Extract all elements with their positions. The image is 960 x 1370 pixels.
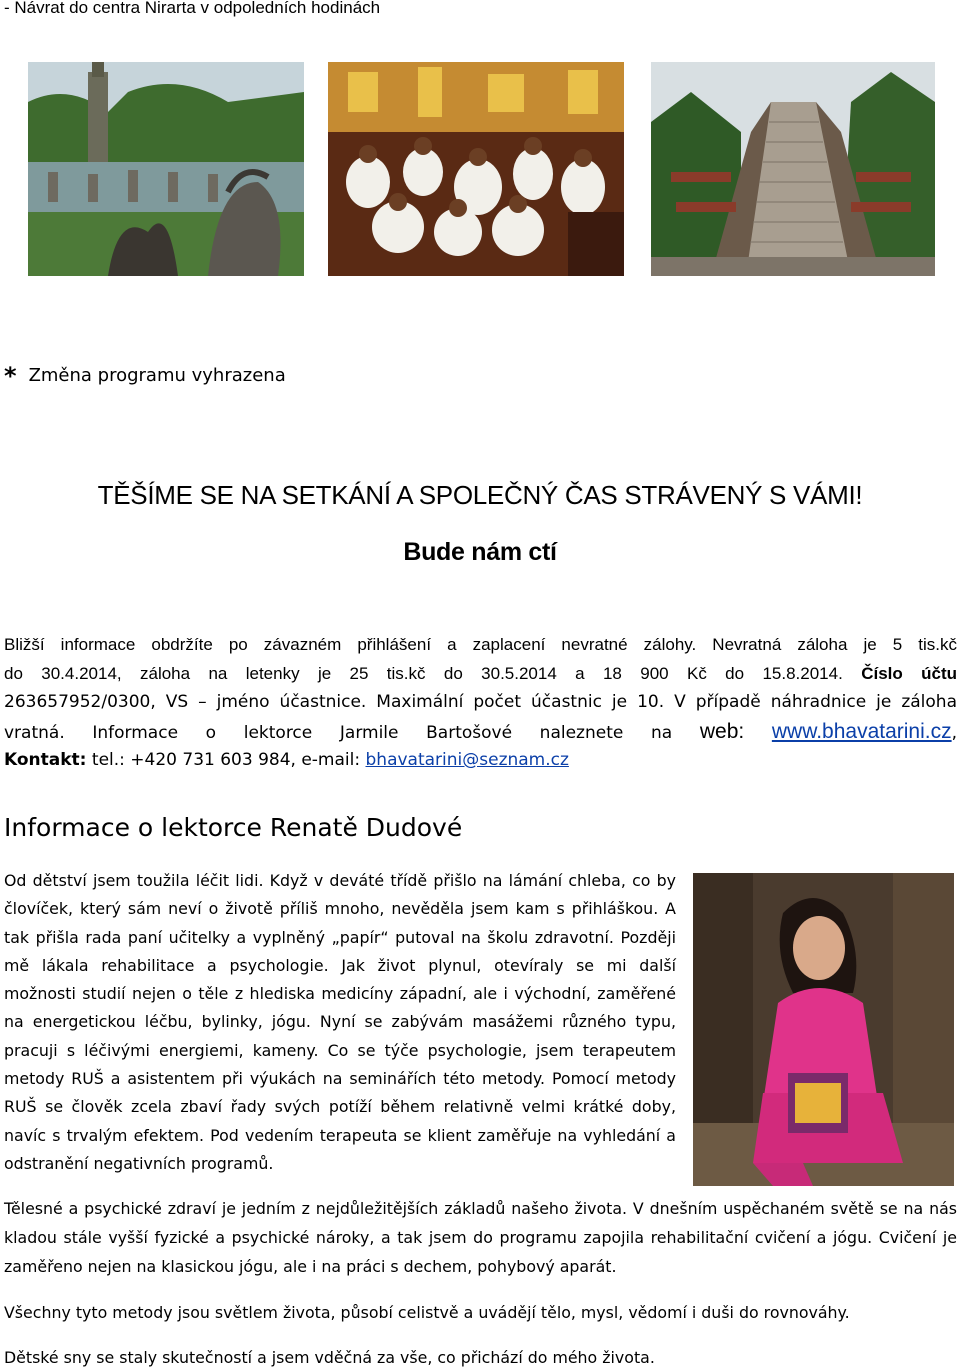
temple-ceremony-photo bbox=[328, 62, 624, 276]
info-paragraph bbox=[4, 630, 957, 775]
info-line-2: do 30.4.2014, záloha na letenky je 25 tis.kč do 30.5.2014 a 18 900 Kč do 15.8.2014. Číslo účtu bbox=[4, 664, 957, 683]
bio-line: mě lákala rehabilitace a psychologie. Jak život plynul, otevíraly se mi další bbox=[4, 955, 676, 975]
website-link[interactable]: www.bhavatarini.cz bbox=[771, 720, 952, 743]
bio-line: tak přišla rada paní učitelky a vyplněný „papír“ putoval na školu zdravotní. Později bbox=[4, 927, 676, 947]
bio-line: navíc s trvalým efektem. Pod vedením terapeuta se klient zaměřuje na vyhledání a bbox=[4, 1125, 676, 1145]
bio-line: odstranění negativních programů. bbox=[4, 1153, 274, 1173]
top-line: - Návrat do centra Nirarta v odpoledních hodinách bbox=[4, 0, 381, 17]
section-heading: Informace o lektorce Renatě Dudové bbox=[4, 813, 463, 842]
bio-line: Od dětství jsem toužila léčit lidi. Když v deváté třídě přišlo na lámání chleba, co by bbox=[4, 871, 676, 890]
info-line-3: 263657952/0300, VS – jméno účastnice. Maximální počet účastnic je 10. V případě náhradnice je záloha bbox=[4, 692, 957, 712]
notice-text: Změna programu vyhrazena bbox=[28, 365, 286, 386]
info-line-1: Bližší informace obdržíte po závazném přihlášení a zaplacení nevratné zálohy. Nevratná záloha je 5 tis.kč bbox=[4, 635, 957, 654]
info-line-5: Kontakt: tel.: +420 731 603 984, e-mail: bhavatarini@seznam.cz bbox=[4, 750, 569, 770]
health-line: Tělesné a psychické zdraví je jedním z nejdůležitějších základů našeho života. V dnešním uspěchaném světě se na nás bbox=[4, 1199, 957, 1218]
bio-line: pracuji s léčivými energiemi, kameny. Co se týče psychologie, jsem terapeutem bbox=[4, 1040, 676, 1060]
info-line-4: vratná. Informace o lektorce Jarmile Bartošové naleznete na web: www.bhavatarini.cz, bbox=[4, 720, 958, 743]
bio-line: človíček, který sám neví o životě příliš mnoho, nevěděla jsem kam s přihláškou. A bbox=[4, 899, 676, 919]
temple-stairs-photo bbox=[651, 62, 935, 276]
methods-line: Všechny tyto metody jsou světlem života, působí celistvě a uvádějí tělo, mysl, vědomí i duši do rovnováhy. bbox=[4, 1303, 850, 1322]
bio-line: metody RUŠ a asistentem při výukách na seminářích této metody. Pomocí metody bbox=[4, 1069, 676, 1089]
bio-line: RUŠ se člověk zcela zbaví řady svých potíží během relativně velmi krátké doby, bbox=[4, 1097, 676, 1117]
asterisk-icon: * bbox=[4, 362, 17, 390]
bio-paragraph bbox=[4, 867, 676, 1178]
bio-line: na energetickou léčbu, bylinky, jógu. Nyní se zabývám masážemi různého typu, bbox=[4, 1012, 676, 1032]
headline: TĚŠÍME SE NA SETKÁNÍ A SPOLEČNÝ ČAS STRÁVENÝ S VÁMI! bbox=[97, 480, 863, 510]
water-palace-garden-photo bbox=[28, 62, 304, 276]
notice-line bbox=[4, 362, 286, 390]
subheadline: Bude nám ctí bbox=[403, 538, 557, 566]
bio-line: možnosti studií nejen o těle z hlediska medicíny západní, ale i východní, zaměřené bbox=[4, 984, 676, 1004]
email-link[interactable]: bhavatarini@seznam.cz bbox=[365, 750, 569, 770]
lecturer-portrait-photo bbox=[693, 873, 954, 1186]
closing-line: Dětské sny se staly skutečností a jsem vděčná za vše, co přichází do mého života. bbox=[4, 1348, 655, 1367]
health-paragraph bbox=[4, 1194, 957, 1281]
health-line: kladou stále vyšší fyzické a psychické nároky, a tak jsem do programu zapojila rehabilitační cvičení a jógu. Cvičení je bbox=[4, 1228, 957, 1247]
health-line: zaměřeno nejen na klasickou jógu, ale i na práci s dechem, pohybový aparát. bbox=[4, 1257, 617, 1276]
